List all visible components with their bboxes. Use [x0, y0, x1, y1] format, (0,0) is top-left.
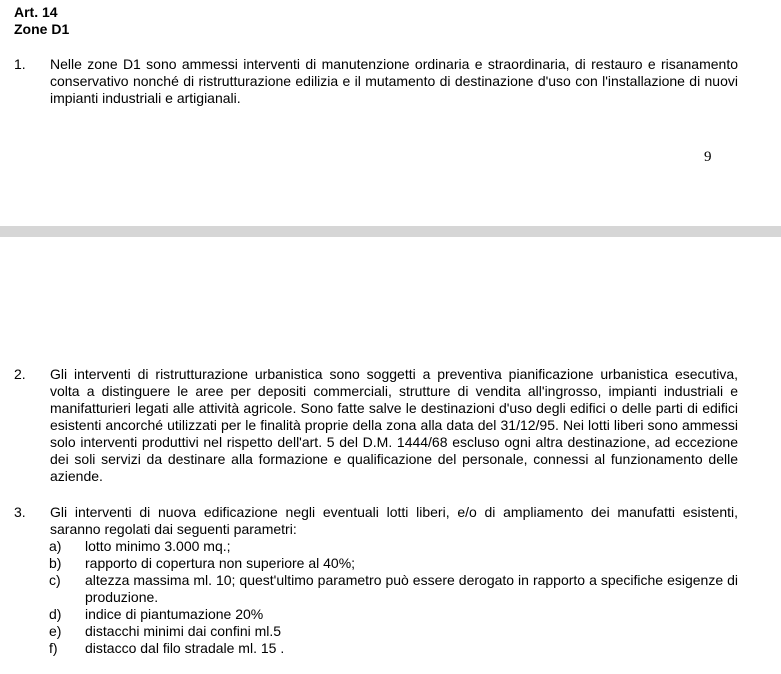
paragraph-number: 1.: [14, 56, 26, 72]
paragraph-1: [14, 56, 738, 107]
list-item-letter: c): [49, 572, 61, 588]
paragraph-number: 2.: [14, 366, 26, 382]
list-item-letter: f): [49, 640, 58, 656]
parameters-list: [14, 538, 738, 657]
paragraph-2: [14, 366, 738, 485]
list-item-text: distacco dal filo stradale ml. 15 .: [85, 640, 285, 656]
list-item: [14, 606, 738, 623]
paragraph-text: Gli interventi di nuova edificazione negli eventuali lotti liberi, e/o di ampliamento dei manufatti esistenti, saranno regolati dai seguenti parametri:: [50, 504, 738, 537]
list-item-letter: a): [49, 538, 62, 554]
list-item-letter: b): [49, 555, 62, 571]
list-item-text: indice di piantumazione 20%: [85, 606, 264, 622]
list-item: [14, 572, 738, 606]
list-item-text: distacchi minimi dai confini ml.5: [85, 623, 282, 639]
list-item-text: lotto minimo 3.000 mq.;: [85, 538, 231, 554]
list-item-letter: d): [49, 606, 62, 622]
paragraph-3: [14, 504, 738, 538]
zone-title: Zone D1: [14, 21, 70, 37]
paragraph-text: Nelle zone D1 sono ammessi interventi di manutenzione ordinaria e straordinaria, di restauro e risanamento conservativo nonché di ristrutturazione edilizia e il mutamento di destinazione d'uso con l'installazione di nuovi impianti industriali e artigianali.: [50, 56, 738, 106]
list-item-text: altezza massima ml. 10; quest'ultimo parametro può essere derogato in rapporto a specifiche esigenze di produzione.: [85, 572, 738, 605]
paragraph-number: 3.: [14, 504, 26, 520]
page-break-divider: [0, 226, 781, 237]
list-item: [14, 538, 738, 555]
list-item: [14, 640, 738, 657]
page-number: 9: [704, 149, 712, 165]
list-item: [14, 623, 738, 640]
list-item: [14, 555, 738, 572]
article-title: Art. 14: [14, 4, 58, 20]
paragraph-text: Gli interventi di ristrutturazione urbanistica sono soggetti a preventiva pianificazione urbanistica esecutiva, volta a distinguere le aree per depositi commerciali, strutture di vendita all'ingrosso, impianti industriali e manifatturieri legati alle attività agricole. Sono fatte salve le destinazioni d'uso degli edifici o delle parti di edifici esistenti ancorché utilizzati per le finalità proprie della zona alla data del 31/12/95. Nei lotti liberi sono ammessi solo interventi produttivi nel rispetto dell'art. 5 del D.M. 1444/68 escluso ogni altra destinazione, ad eccezione dei soli servizi da destinare alla formazione e qualificazione del personale, connessi al funzionamento delle aziende.: [50, 366, 738, 484]
list-item-letter: e): [49, 623, 62, 639]
list-item-text: rapporto di copertura non superiore al 40%;: [85, 555, 356, 571]
